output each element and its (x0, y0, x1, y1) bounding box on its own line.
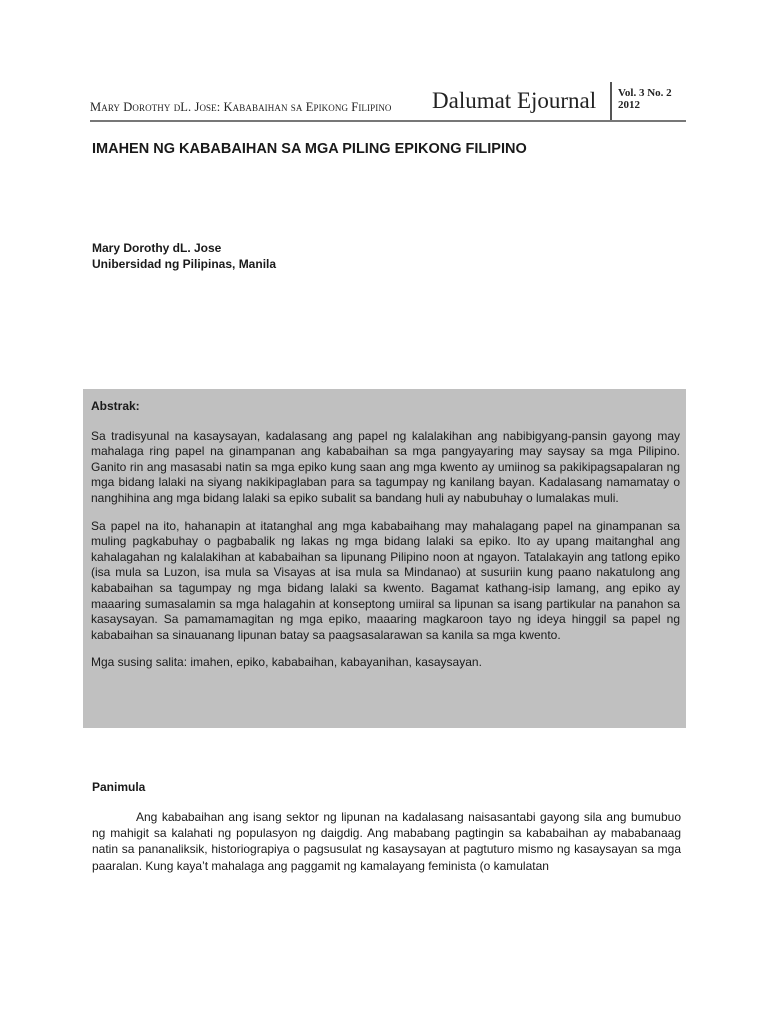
header-rule (90, 120, 686, 122)
running-header (90, 88, 686, 122)
issue-info (618, 87, 672, 111)
author-name: Mary Dorothy dL. Jose (92, 241, 222, 255)
abstract-label: Abstrak: (91, 399, 140, 413)
volume-number: Vol. 3 No. 2 (618, 87, 672, 99)
header-divider (610, 82, 612, 122)
abstract-content (91, 399, 680, 671)
article-title: IMAHEN NG KABABAIHAN SA MGA PILING EPIKONG FILIPINO (92, 141, 527, 157)
keywords: Mga susing salita: imahen, epiko, kababaihan, kabayanihan, kasaysayan. (91, 655, 482, 670)
author-affiliation: Unibersidad ng Pilipinas, Manila (92, 257, 277, 271)
running-title: Mary Dorothy dL. Jose: Kababaihan sa Epikong Filipino (90, 100, 392, 114)
section-heading: Panimula (92, 780, 146, 794)
publication-year: 2012 (618, 99, 640, 111)
author-block (92, 240, 276, 272)
abstract-paragraph-1: Sa tradisyunal na kasaysayan, kadalasang ang papel ng kalalakihan ang nabibigyang-pansin gayong may mahalaga ring papel na ginampanan ang kababaihan sa mga pangyayaring may saysay sa mga Pilipino. Ganito rin ang masasabi natin sa mga epiko kung saan ang mga kwento ay umiinog sa pakikipagsapalaran ng mga bidang lalaki na siyang nakikipaglaban para sa tagumpay ng kanilang bayan. Kadalasang namamatay o nanghihina ang mga bidang lalaki sa epiko subalit sa bandang huli ay nabubuhay o lumalakas muli. (91, 428, 680, 505)
abstract-box (83, 389, 686, 728)
abstract-paragraph-2: Sa papel na ito, hahanapin at itatanghal ang mga kababaihang may mahalagang papel na ginampanan sa muling pagkabuhay o pagbabalik ng lakas ng mga bidang lalaki sa epiko. Ito ay upang maitanghal ang kahalagahan ng kalalakihan at kababaihan sa lipunang Pilipino noon at ngayon. Tatalakayin ang tatlong epiko (isa mula sa Luzon, isa mula sa Visayas at isa mula sa Mindanao) at susuriin kung paano nakatulong ang kababaihan sa tagumpay ng mga bidang lalaki sa kwento. Bagamat kathang-isip lamang, ang epiko ay maaaring sumasalamin sa mga halagahin at konseptong umiiral sa lipunan sa isang partikular na panahon sa kasaysayan. Sa pamamamagitan ng mga epiko, maaaring magkaroon tayo ng ideya hinggil sa papel ng kababaihan sa sinauanang lipunan batay sa paagsasalarawan sa kanila sa mga kwento. (91, 518, 680, 642)
journal-name: Dalumat Ejournal (432, 88, 597, 113)
body-paragraph: Ang kababaihan ang isang sektor ng lipunan na kadalasang naisasantabi gayong sila ang bumubuo ng mahigit sa kalahati ng populasyon ng daigdig. Ang mababang pagtingin sa kababaihan ay mababanaag natin sa pananaliksik, historiograpiya o pagsusulat ng kasaysayan at pagtuturo mismo ng kasaysayan sa mga paaralan. Kung kaya’t mahalaga ang paggamit ng kamalayang feminista (o kamulatan (92, 810, 681, 873)
